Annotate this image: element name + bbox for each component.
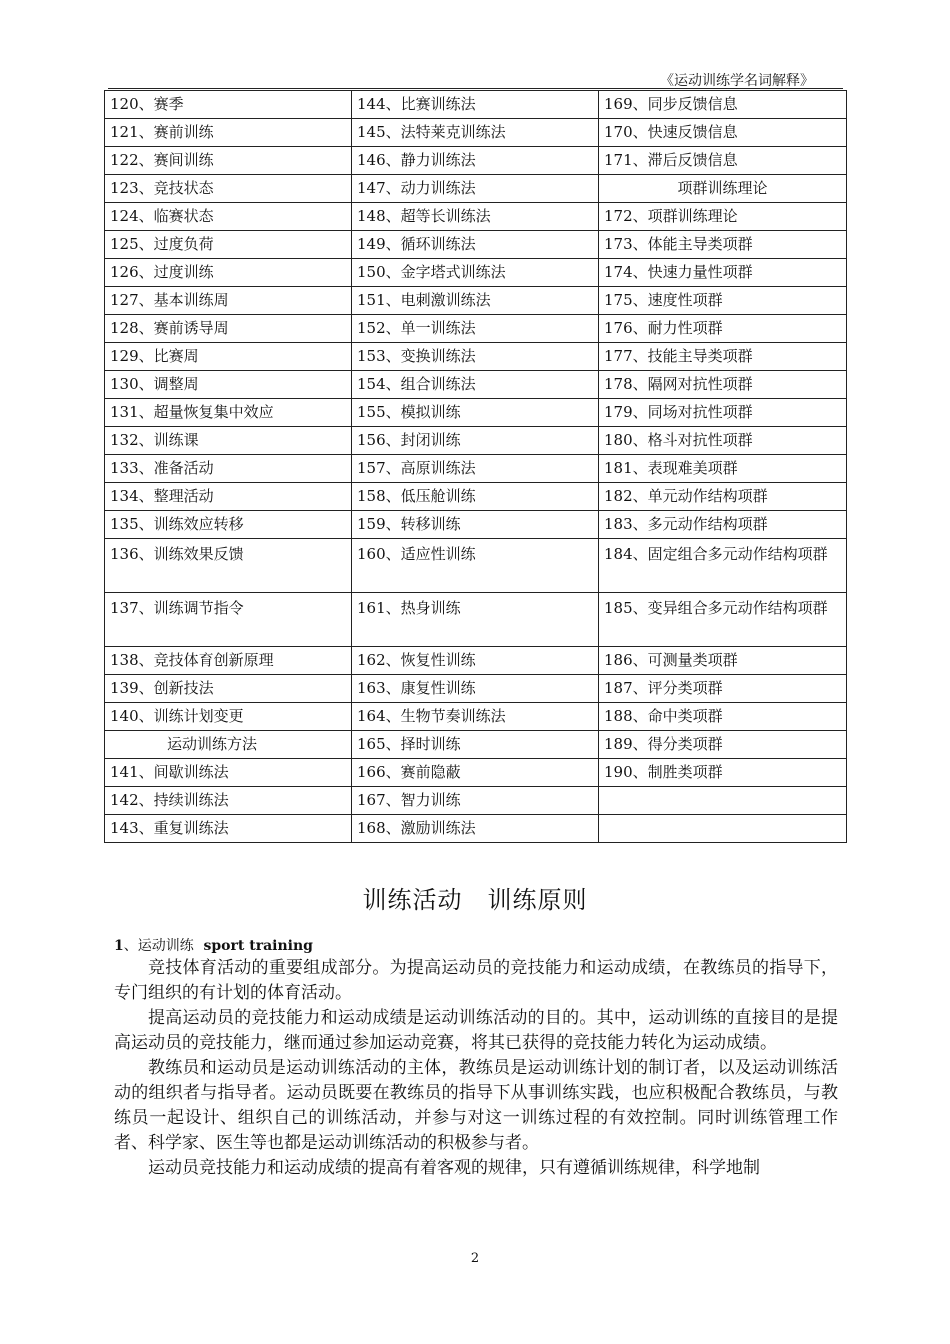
table-cell: 179、同场对抗性项群 [599,399,847,427]
table-cell: 147、动力训练法 [352,175,599,203]
table-row [105,483,847,511]
table-row [105,815,847,843]
table-cell: 183、多元动作结构项群 [599,511,847,539]
table-cell: 180、格斗对抗性项群 [599,427,847,455]
table-cell: 128、赛前诱导周 [105,315,352,343]
table-row [105,731,847,759]
table-cell: 137、训练调节指令 [105,593,352,647]
table-cell: 160、适应性训练 [352,539,599,593]
table-cell: 146、静力训练法 [352,147,599,175]
table-row [105,787,847,815]
table-cell: 123、竞技状态 [105,175,352,203]
table-cell: 171、滞后反馈信息 [599,147,847,175]
table-cell: 139、创新技法 [105,675,352,703]
table-cell: 187、评分类项群 [599,675,847,703]
table-cell: 161、热身训练 [352,593,599,647]
page-number: 2 [470,1251,480,1266]
table-cell: 176、耐力性项群 [599,315,847,343]
table-cell: 122、赛间训练 [105,147,352,175]
table-cell: 175、速度性项群 [599,287,847,315]
table-cell [599,815,847,843]
table-cell: 135、训练效应转移 [105,511,352,539]
table-cell: 188、命中类项群 [599,703,847,731]
table-row [105,371,847,399]
table-cell: 182、单元动作结构项群 [599,483,847,511]
table-cell: 168、激励训练法 [352,815,599,843]
paragraph: 提高运动员的竞技能力和运动成绩是运动训练活动的目的。其中，运动训练的直接目的是提高运动员的竞技能力，继而通过参加运动竞赛，将其已获得的竞技能力转化为运动成绩。 [114,1008,838,1053]
table-row [105,703,847,731]
table-row [105,511,847,539]
table-cell: 121、赛前训练 [105,119,352,147]
table-row [105,675,847,703]
table-row [105,427,847,455]
table-cell: 项群训练理论 [599,175,847,203]
table-row [105,539,847,593]
table-row [105,175,847,203]
table-cell: 149、循环训练法 [352,231,599,259]
table-cell: 169、同步反馈信息 [599,91,847,119]
paragraph: 运动员竞技能力和运动成绩的提高有着客观的规律，只有遵循训练规律，科学地制 [148,1158,760,1178]
table-cell: 151、电刺激训练法 [352,287,599,315]
table-row [105,287,847,315]
table-cell: 159、转移训练 [352,511,599,539]
table-cell: 184、固定组合多元动作结构项群 [599,539,847,593]
header-rule [108,88,843,89]
table-cell: 164、生物节奏训练法 [352,703,599,731]
table-cell: 141、间歇训练法 [105,759,352,787]
paragraph: 教练员和运动员是运动训练活动的主体，教练员是运动训练计划的制订者，以及运动训练活动的组织者与指导者。运动员既要在教练员的指导下从事训练实践，也应积极配合教练员，与教练员一起设计、组织自己的训练活动，并参与对这一训练过程的有效控制。同时训练管理工作者、科学家、医生等也都是运动训练活动的积极参与者。 [114,1058,838,1153]
table-cell: 174、快速力量性项群 [599,259,847,287]
table-cell: 166、赛前隐蔽 [352,759,599,787]
table-cell: 177、技能主导类项群 [599,343,847,371]
table-row [105,119,847,147]
table-cell: 133、准备活动 [105,455,352,483]
entry-body [114,956,838,1181]
entry-term-en: sport training [203,938,313,954]
table-cell: 127、基本训练周 [105,287,352,315]
table-cell: 148、超等长训练法 [352,203,599,231]
table-cell: 162、恢复性训练 [352,647,599,675]
table-cell: 158、低压舱训练 [352,483,599,511]
table-cell: 136、训练效果反馈 [105,539,352,593]
table-cell: 189、得分类项群 [599,731,847,759]
table-cell: 156、封闭训练 [352,427,599,455]
table-row [105,759,847,787]
term-index-table [104,90,847,843]
table-row [105,647,847,675]
running-header: 《运动训练学名词解释》 [660,73,814,89]
table-cell: 131、超量恢复集中效应 [105,399,352,427]
table-row [105,455,847,483]
table-cell: 143、重复训练法 [105,815,352,843]
table-cell: 153、变换训练法 [352,343,599,371]
table-cell: 运动训练方法 [105,731,352,759]
table-cell: 129、比赛周 [105,343,352,371]
section-title: 训练活动 训练原则 [362,886,588,914]
table-cell: 142、持续训练法 [105,787,352,815]
table-cell: 126、过度训练 [105,259,352,287]
table-cell: 125、过度负荷 [105,231,352,259]
table-cell [599,787,847,815]
paragraph: 竞技体育活动的重要组成部分。为提高运动员的竞技能力和运动成绩，在教练员的指导下，专门组织的有计划的体育活动。 [114,958,838,1003]
entry-term-cn: 、运动训练 [123,938,194,954]
table-row [105,231,847,259]
table-cell: 134、整理活动 [105,483,352,511]
table-cell: 172、项群训练理论 [599,203,847,231]
table-cell: 150、金字塔式训练法 [352,259,599,287]
entry-heading [114,935,313,955]
table-row [105,147,847,175]
table-cell: 178、隔网对抗性项群 [599,371,847,399]
table-cell: 186、可测量类项群 [599,647,847,675]
table-cell: 157、高原训练法 [352,455,599,483]
table-cell: 181、表现难美项群 [599,455,847,483]
table-cell: 165、择时训练 [352,731,599,759]
table-row [105,315,847,343]
table-cell: 132、训练课 [105,427,352,455]
table-cell: 185、变异组合多元动作结构项群 [599,593,847,647]
table-cell: 152、单一训练法 [352,315,599,343]
table-row [105,91,847,119]
table-cell: 138、竞技体育创新原理 [105,647,352,675]
table-cell: 130、调整周 [105,371,352,399]
table-cell: 170、快速反馈信息 [599,119,847,147]
table-row [105,343,847,371]
table-row [105,399,847,427]
table-cell: 124、临赛状态 [105,203,352,231]
entry-number: 1 [114,938,124,954]
table-cell: 120、赛季 [105,91,352,119]
table-row [105,593,847,647]
table-cell: 155、模拟训练 [352,399,599,427]
table-cell: 167、智力训练 [352,787,599,815]
table-cell: 190、制胜类项群 [599,759,847,787]
table-cell: 163、康复性训练 [352,675,599,703]
table-row [105,259,847,287]
table-cell: 140、训练计划变更 [105,703,352,731]
table-row [105,203,847,231]
table-cell: 154、组合训练法 [352,371,599,399]
table-cell: 144、比赛训练法 [352,91,599,119]
table-cell: 145、法特莱克训练法 [352,119,599,147]
table-cell: 173、体能主导类项群 [599,231,847,259]
